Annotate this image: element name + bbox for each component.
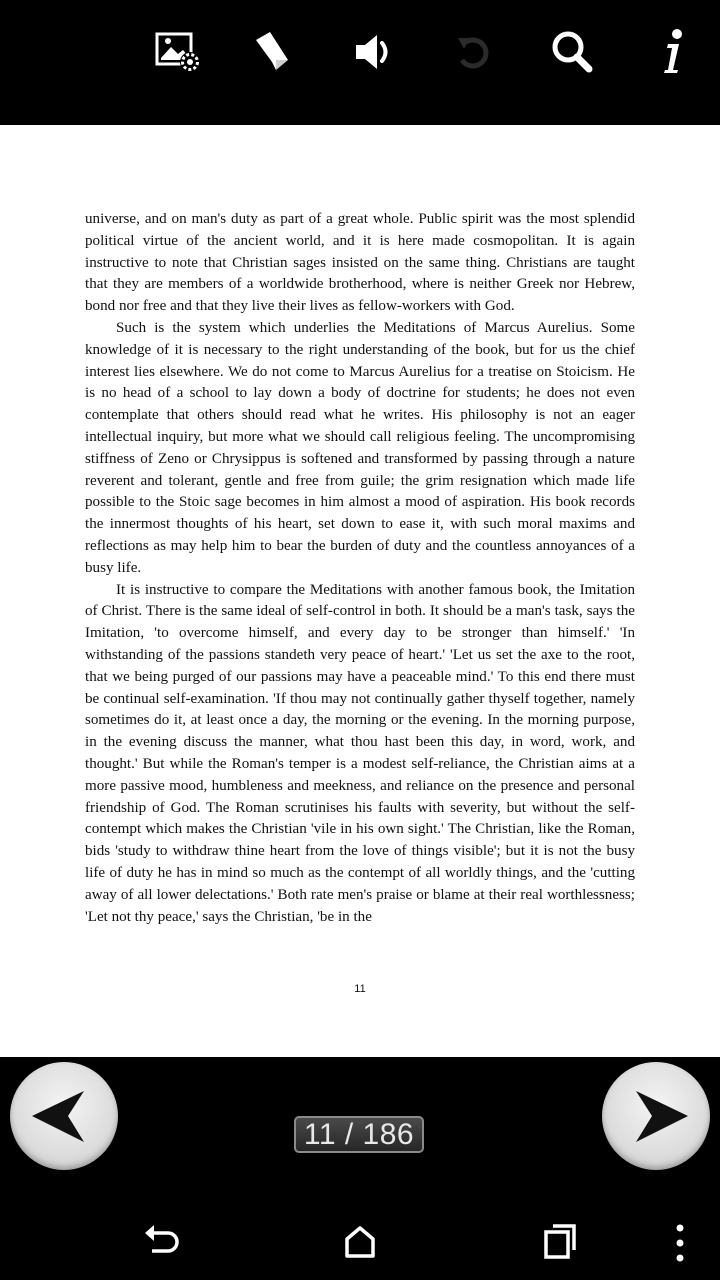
info-button[interactable] [642,22,702,82]
home-button[interactable] [332,1212,388,1268]
page-navigation-bar [0,1057,720,1200]
search-button[interactable] [542,22,602,82]
paragraph: Such is the system which underlies the Meditations of Marcus Aurelius. Some knowledge of it is necessary to the right understanding of the book, but for us the chief interest lies elsewhere. We do not come to Marcus Aurelius for a treatise on Stoicism. He is no head of a school to lay down a body of doctrine for students; he does not even contemplate that others should read what he writes. His philosophy is not an eager intellectual inquiry, but more what we should call religious feeling. The uncompromising stiffness of Zeno or Chrysippus is softened and transformed by passing through a nature reverent and tolerant, gentle and free from guile; the grim resignation which made life possible to the Stoic sage becomes in him almost a mood of aspiration. His book records the innermost thoughts of his heart, set down to ease it, with such moral maxims and reflections as may help him to bear the burden of duty and the countless annoyances of a busy life. [85,319,635,576]
volume-icon [348,26,400,78]
overflow-menu-button[interactable] [652,1212,708,1268]
undo-icon [448,26,500,78]
bookmark-icon [246,26,298,78]
previous-page-button[interactable] [10,1062,118,1170]
page-counter: 11 / 186 [294,1116,424,1153]
info-icon [646,26,698,78]
search-icon [546,26,598,78]
undo-button[interactable] [444,22,504,82]
back-icon [132,1212,188,1268]
recents-button[interactable] [532,1212,588,1268]
paragraph: It is instructive to compare the Meditations with another famous book, the Imitation of Christ. There is the same ideal of self-control in both. It should be a man's task, says the Imitation, 'to overcome himself, and every day to be stronger than himself.' 'In withstanding of the passions standeth very peace of heart.' 'Let us set the axe to the root, that we being purged of our passions may have a peaceable mind.' To this end there must be continual self-examination. 'If thou may not continually gather thyself together, namely sometimes do it, at least once a day, the morning or the evening. In the morning purpose, in the evening discuss the manner, what thou hast been this day, in word, work, and thought.' But while the Roman's temper is a modest self-reliance, the Christian aims at a more passive mood, humbleness and meekness, and reliance on the presence and personal friendship of God. The Roman scrutinises his faults with severity, but without the self-contempt which makes the Christian 'vile in his own sight.' The Christian, like the Roman, bids 'study to withdraw thine heart from the love of things visible'; but it is not the busy life of duty he has in mind so much as the contempt of all worldly things, and the 'cutting away of all lower delectations.' Both rate men's praise or blame at their real worthlessness; 'Let not thy peace,' says the Christian, 'be in the [85,581,635,925]
paragraph: universe, and on man's duty as part of a great whole. Public spirit was the most splendid political virtue of the ancient world, and it is here made cosmopolitan. It is again instructive to note that Christian sages insisted on the same thing. Christians are taught that they are members of a worldwide brotherhood, where is neither Greek nor Hebrew, bond nor free and that they live their lives as fellow-workers with God. [85,211,635,315]
back-button[interactable] [132,1212,188,1268]
image-settings-icon [152,26,204,78]
overflow-menu-icon [652,1212,708,1268]
volume-button[interactable] [344,22,404,82]
image-settings-button[interactable] [148,22,208,82]
system-navigation-bar [0,1200,720,1280]
page-text [85,209,635,928]
page-number: 11 [354,983,366,995]
bookmark-button[interactable] [242,22,302,82]
book-page[interactable] [0,125,720,1057]
recents-icon [532,1212,588,1268]
home-icon [332,1212,388,1268]
arrow-right-icon [602,1062,710,1170]
arrow-left-icon [10,1062,118,1170]
next-page-button[interactable] [602,1062,710,1170]
reader-toolbar [0,0,720,125]
